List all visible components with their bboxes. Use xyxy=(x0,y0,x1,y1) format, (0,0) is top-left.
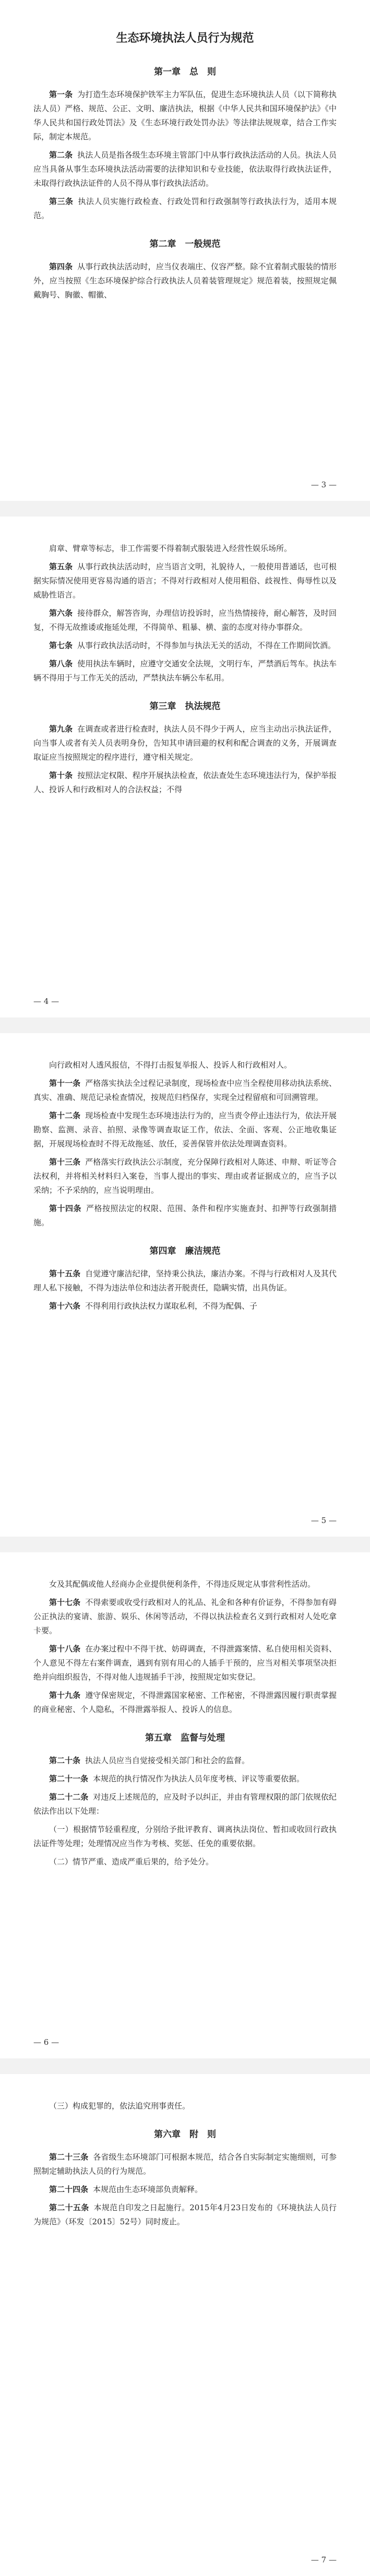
document-page xyxy=(0,2074,370,2576)
article-number: 第十五条 xyxy=(49,1269,81,1278)
article-paragraph xyxy=(33,1688,337,1717)
article-paragraph xyxy=(33,1299,337,1313)
article-number: 第十八条 xyxy=(49,1644,81,1654)
article-paragraph xyxy=(33,1267,337,1295)
article-number: 第九条 xyxy=(49,724,73,734)
article-paragraph xyxy=(33,1109,337,1151)
article-number: 第五条 xyxy=(49,562,73,571)
text-paragraph xyxy=(33,1577,337,1591)
article-text: 按照法定权限、程序开展执法检查，依法查处生态环境违法行为，保护举报人、投诉人和行政相对人的合法权益；不得 xyxy=(33,771,337,794)
document-page xyxy=(0,0,370,501)
chapter-heading: 第二章 一般规范 xyxy=(149,239,221,249)
article-paragraph xyxy=(33,1642,337,1684)
article-text: （一）根据情节轻重程度，分别给予批评教育、调离执法岗位、暂扣或收回行政执法证件等处理；处理情况应当作为考核、奖惩、任免的重要依据。 xyxy=(33,1825,337,1848)
article-number: 第二十一条 xyxy=(49,1774,89,1783)
text-paragraph xyxy=(33,1855,337,1869)
article-number: 第二十二条 xyxy=(49,1792,89,1802)
article-text: 现场检查中发现生态环境违法行为的，应当责令停止违法行为，依法开展勘察、监测、录音、拍照、录像等调查取证工作，依法、全面、客观、公正地收集证据，开展现场检查时不得无故拖延、放任，妥善保管并依法处理调查资料。 xyxy=(33,1111,337,1148)
page-number: — 6 — xyxy=(33,2038,59,2047)
page-number: — 3 — xyxy=(311,480,337,489)
article-text: 女及其配偶或他人经商办企业提供便利条件，不得违反规定从事营利性活动。 xyxy=(49,1579,316,1589)
document-page xyxy=(0,517,370,1017)
article-text: 肩章、臂章等标志，非工作需要不得着制式服装进入经营性娱乐场所。 xyxy=(49,544,292,553)
article-number: 第十七条 xyxy=(49,1598,81,1607)
article-paragraph xyxy=(33,1772,337,1786)
chapter-heading: 第五章 监督与处理 xyxy=(145,1733,225,1743)
article-paragraph xyxy=(33,657,337,685)
article-number: 第一条 xyxy=(49,90,73,99)
article-number: 第二十四条 xyxy=(49,2185,89,2194)
text-paragraph xyxy=(33,1058,337,1072)
text-paragraph xyxy=(33,2099,337,2113)
article-text: 使用执法车辆时，应遵守交通安全法规，文明行车，严禁酒后驾车。执法车辆不得用于与工作无关的活动，严禁执法车辆公车私用。 xyxy=(33,659,337,682)
article-text: 严格落实行政执法公示制度，充分保障行政相对人陈述、申辩、听证等合法权利，并将相关材料归入案卷，当事人提出的事实、理由或者证据成立的，应当予以采纳；不予采纳的，应当说明理由。 xyxy=(33,1157,337,1195)
article-text: 严格按照法定的权限、范围、条件和程序实施查封、扣押等行政强制措施。 xyxy=(33,1204,337,1227)
document-page xyxy=(0,1033,370,1537)
article-paragraph xyxy=(33,2201,337,2229)
article-text: 从事行政执法活动时，不得参加与执法无关的活动，不得在工作期间饮酒。 xyxy=(77,641,336,650)
article-paragraph xyxy=(33,769,337,797)
article-number: 第二十条 xyxy=(49,1756,81,1765)
article-text: 为打造生态环境保护铁军主力军队伍，促进生态环境执法人员（以下简称执法人员）严格、规范、公正、文明、廉洁执法，根据《中华人民共和国环境保护法》《中华人民共和国行政处罚法》及《生态环境行政处罚办法》等法律法规规章，结合工作实际，制定本规范。 xyxy=(33,90,337,141)
article-paragraph xyxy=(33,722,337,764)
page-number: — 7 — xyxy=(311,2555,337,2565)
article-text: 执法人员应当自觉接受相关部门和社会的监督。 xyxy=(85,1756,250,1765)
article-number: 第三条 xyxy=(49,197,74,206)
page-number: — 5 — xyxy=(311,1516,337,1525)
article-text: （三）构成犯罪的，依法追究刑事责任。 xyxy=(49,2101,190,2111)
chapter-heading: 第一章 总 则 xyxy=(154,67,216,77)
article-paragraph xyxy=(33,2183,337,2197)
article-paragraph xyxy=(33,1076,337,1105)
document-page xyxy=(0,1552,370,2058)
article-paragraph xyxy=(33,260,337,302)
article-text: 对违反上述规范的，应及时予以纠正，并由有管理权限的部门依规依纪依法作出以下处理： xyxy=(33,1792,337,1816)
page-number: — 4 — xyxy=(33,997,59,1006)
article-text: 本规范的执行情况作为执法人员年度考核、评议等重要依据。 xyxy=(93,1774,305,1783)
article-paragraph xyxy=(33,1202,337,1230)
article-text: 从事行政执法活动时，应当仪表端庄、仪容严整。除不宜着制式服装的情形外，应当按照《生态环境保护综合行政执法人员着装管理规定》规范着装，按照规定佩戴胸号、胸徽、帽徽、 xyxy=(33,262,337,299)
article-text: 自觉遵守廉洁纪律，坚持秉公执法，廉洁办案。不得与行政相对人及其代理人私下接触，不得为违法单位和违法者开脱责任，隐瞒实情，出具伪证。 xyxy=(33,1269,337,1292)
article-number: 第十一条 xyxy=(49,1079,81,1088)
article-paragraph xyxy=(33,2150,337,2178)
article-text: 严格落实执法全过程记录制度，现场检查中应当全程使用移动执法系统、真实、准确、规范记录检查情况，按规范归档保存，实现全过程留痕和可回溯管理。 xyxy=(33,1079,337,1102)
article-number: 第七条 xyxy=(49,641,73,650)
article-number: 第十条 xyxy=(49,771,73,780)
article-text: 不得利用行政执法权力谋取私利，不得为配偶、子 xyxy=(85,1301,258,1311)
article-text: 本规范自印发之日起施行。2015年4月23日发布的《环境执法人员行为规范》（环发〔2015〕52号）同时废止。 xyxy=(33,2203,337,2226)
article-text: 执法人员实施行政检查、行政处罚和行政强制等行政执法行为，适用本规范。 xyxy=(33,197,337,220)
article-number: 第十九条 xyxy=(49,1691,81,1700)
document-title: 生态环境执法人员行为规范 xyxy=(116,31,254,45)
article-number: 第四条 xyxy=(49,262,73,271)
article-paragraph xyxy=(33,639,337,653)
article-text: 执法人员是指各级生态环境主管部门中从事行政执法活动的人员。执法人员应当具备从事生态环境执法活动需要的法律知识和专业技能，依法取得行政执法证件，未取得行政执法证件的人员不得从事行政执法活动。 xyxy=(33,150,337,188)
article-number: 第十六条 xyxy=(49,1301,81,1311)
article-text: 从事行政执法活动时，应当语言文明，礼貌待人，一般使用普通话，也可根据实际情况使用更容易沟通的语言；不得对行政相对人使用粗俗、歧视性、侮辱性以及威胁性语言。 xyxy=(33,562,337,600)
chapter-heading: 第三章 执法规范 xyxy=(149,701,221,712)
article-number: 第十二条 xyxy=(49,1111,81,1120)
article-number: 第八条 xyxy=(49,659,73,668)
article-number: 第二条 xyxy=(49,150,73,160)
article-number: 第二十三条 xyxy=(49,2152,89,2162)
article-paragraph xyxy=(33,1155,337,1197)
text-paragraph xyxy=(33,1823,337,1851)
article-text: 接待群众，解答咨询，办理信访投诉时，应当热情接待，耐心解答，及时回复，不得无故推诿或拖延处理，不得简单、粗暴、横、蛮的态度对待办事群众。 xyxy=(33,608,337,632)
chapter-heading: 第四章 廉洁规范 xyxy=(149,1246,221,1256)
article-text: 各省级生态环境部门可根据本规范，结合各自实际制定实施细则，可参照制定辅助执法人员的行为规范。 xyxy=(33,2152,337,2176)
chapter-heading: 第六章 附 则 xyxy=(154,2129,216,2140)
article-paragraph xyxy=(33,1754,337,1768)
article-paragraph xyxy=(33,195,337,223)
article-text: 遵守保密规定，不得泄露国家秘密、工作秘密，不得泄露因履行职责掌握的商业秘密、个人隐私，不得泄露举报人、投诉人的信息。 xyxy=(33,1691,337,1714)
text-paragraph xyxy=(33,542,337,556)
article-paragraph xyxy=(33,148,337,190)
article-text: 本规范由生态环境部负责解释。 xyxy=(93,2185,203,2194)
article-number: 第六条 xyxy=(49,608,73,618)
article-paragraph xyxy=(33,88,337,144)
article-number: 第十三条 xyxy=(49,1157,81,1167)
article-text: （二）情节严重、造成严重后果的，给予处分。 xyxy=(49,1857,214,1866)
article-text: 在办案过程中不得干扰、妨碍调查，不得泄露案情、私自使用相关资料、个人意见不得左右案件调查，遇到有别有用心的人插手干预的，应当对相关事项坚决拒绝并向组织报告，不得对他人违规插手干涉，按照规定如实登记。 xyxy=(33,1644,337,1682)
article-number: 第十四条 xyxy=(49,1204,81,1213)
article-paragraph xyxy=(33,606,337,634)
article-text: 在调查或者进行检查时，执法人员不得少于两人，应当主动出示执法证件，向当事人或者有关人员表明身份，告知其申请回避的权利和配合调查的义务，开展调查取证应当按照规定的程序进行，遵守相关规定。 xyxy=(33,724,337,762)
article-paragraph xyxy=(33,1596,337,1638)
article-text: 不得索要或收受行政相对人的礼品、礼金和各种有价证券，不得参加有碍公正执法的宴请、旅游、娱乐、休闲等活动，不得以执法检查名义到行政相对人处吃拿卡要。 xyxy=(33,1598,337,1635)
article-text: 向行政相对人透风报信，不得打击报复举报人、投诉人和行政相对人。 xyxy=(49,1060,292,1070)
article-number: 第二十五条 xyxy=(49,2203,89,2212)
article-paragraph xyxy=(33,560,337,602)
article-paragraph xyxy=(33,1790,337,1818)
